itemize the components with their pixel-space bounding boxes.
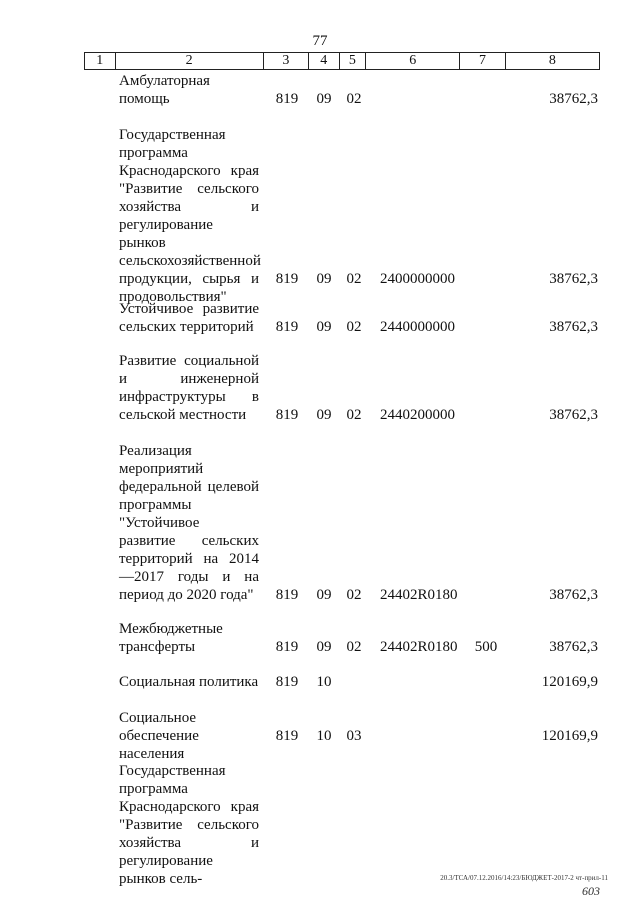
row-code-7: 500 (474, 639, 498, 655)
row-amount: 38762,3 (549, 271, 598, 287)
row-name: Межбюджетные трансферты (119, 621, 223, 655)
row-code-5: 02 (346, 271, 362, 287)
row-code-6: 2440000000 (380, 319, 455, 335)
row-code-5: 02 (346, 587, 362, 603)
row-code-3: 819 (275, 319, 299, 335)
header-col-5: 5 (339, 53, 366, 70)
row-code-4: 10 (316, 728, 332, 744)
row-code-3: 819 (275, 639, 299, 655)
page-number: 77 (312, 33, 328, 49)
row-amount: 38762,3 (549, 91, 598, 107)
row-name: Государственная программа Краснодарского края "Развитие сельского хозяйства и регулирование рынков сель- (119, 763, 259, 887)
row-amount: 38762,3 (549, 587, 598, 603)
row-code-4: 09 (316, 639, 332, 655)
table-row (0, 126, 640, 305)
header-col-7: 7 (460, 53, 505, 70)
row-amount: 38762,3 (549, 319, 598, 335)
table-row (0, 709, 640, 762)
row-name: Социальная политика (119, 674, 259, 690)
row-amount: 120169,9 (541, 674, 598, 690)
header-col-8: 8 (505, 53, 599, 70)
table-row (0, 673, 640, 691)
row-code-6: 2440200000 (380, 407, 455, 423)
row-code-6: 2400000000 (380, 271, 455, 287)
row-code-3: 819 (275, 91, 299, 107)
row-code-3: 819 (275, 728, 299, 744)
table-row (0, 72, 640, 108)
header-col-3: 3 (263, 53, 308, 70)
row-code-3: 819 (275, 271, 299, 287)
table-row (0, 620, 640, 656)
table-row (0, 352, 640, 424)
row-code-3: 819 (275, 674, 299, 690)
row-name: Социальное обеспечение населения (119, 710, 199, 762)
row-amount: 120169,9 (541, 728, 598, 744)
row-code-5: 02 (346, 319, 362, 335)
row-code-3: 819 (275, 587, 299, 603)
row-name: Амбулаторная помощь (119, 73, 210, 107)
row-code-5: 02 (346, 639, 362, 655)
row-code-4: 09 (316, 271, 332, 287)
row-name: Развитие социальной и инженерной инфраструктуры в сельской местности (119, 353, 259, 423)
row-code-4: 09 (316, 407, 332, 423)
row-code-5: 03 (346, 728, 362, 744)
table-row (0, 442, 640, 604)
header-col-1: 1 (85, 53, 116, 70)
header-col-4: 4 (308, 53, 339, 70)
row-code-4: 10 (316, 674, 332, 690)
row-code-6: 24402R0180 (380, 587, 458, 603)
header-col-6: 6 (366, 53, 460, 70)
header-col-2: 2 (115, 53, 263, 70)
row-amount: 38762,3 (549, 639, 598, 655)
column-header-row (84, 52, 600, 70)
table-row (0, 300, 640, 336)
row-code-5: 02 (346, 91, 362, 107)
row-code-4: 09 (316, 319, 332, 335)
row-name: Государственная программа Краснодарского края "Развитие сельского хозяйства и регулирование рынков сельскохозяйственной продукции, сырья и продовольствия" (119, 127, 261, 305)
row-code-4: 09 (316, 587, 332, 603)
row-name: Устойчивое развитие сельских территорий (119, 301, 259, 335)
row-code-4: 09 (316, 91, 332, 107)
document-footer-code: 20.3/ТСА/07.12.2016/14:23/БЮДЖЕТ-2017-2 чт-прил-11 (440, 874, 608, 882)
row-code-5: 02 (346, 407, 362, 423)
row-code-6: 24402R0180 (380, 639, 458, 655)
row-name: Реализация мероприятий федеральной целевой программы "Устойчивое развитие сельских территорий на 2014—2017 годы и на период до 2020 года" (119, 443, 259, 603)
handwritten-page-number: 603 (582, 884, 600, 898)
row-code-3: 819 (275, 407, 299, 423)
row-amount: 38762,3 (549, 407, 598, 423)
